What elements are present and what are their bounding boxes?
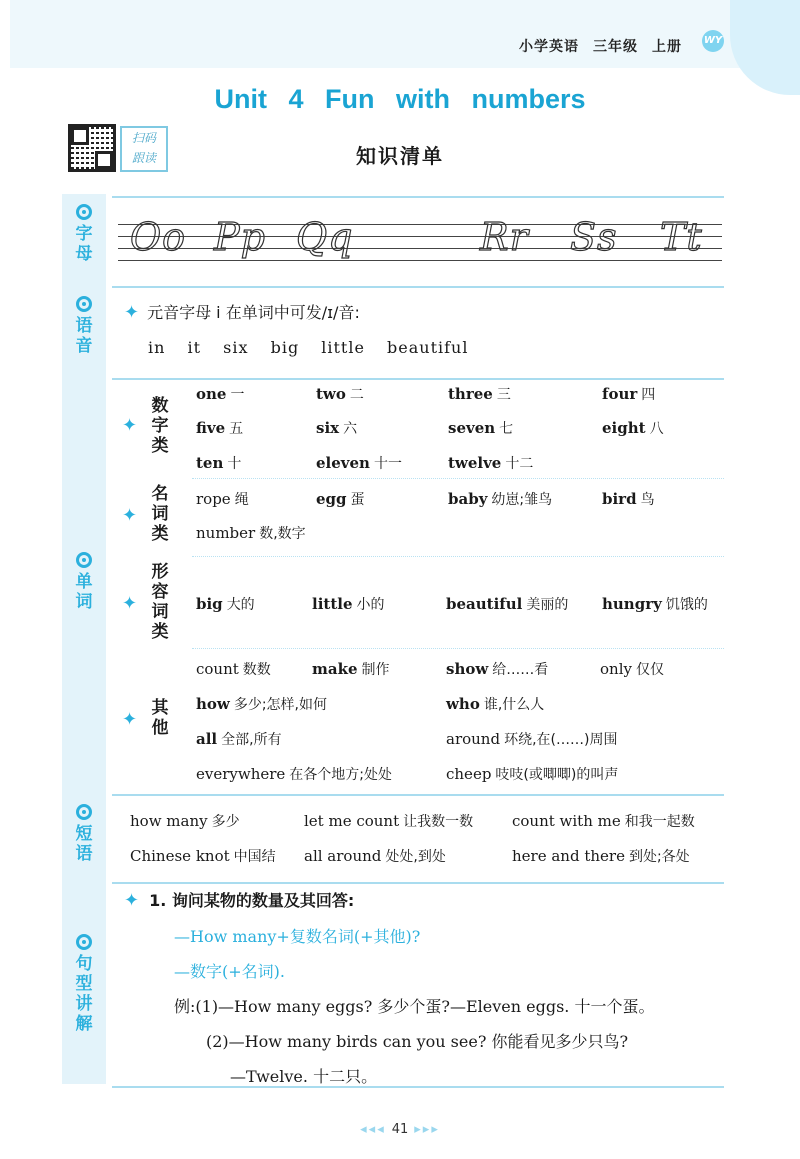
star-icon: ✦ bbox=[122, 415, 138, 436]
word-item: four 四 bbox=[602, 385, 656, 403]
word-item: around 环绕,在(……)周围 bbox=[446, 730, 618, 748]
sentence-pattern: —How many+复数名词(+其他)? bbox=[174, 927, 421, 946]
word-item: one 一 bbox=[196, 385, 245, 403]
word-item: eight 八 bbox=[602, 419, 664, 437]
phrase-item: all around 处处,到处 bbox=[304, 847, 446, 865]
example-sentence: 例:(1)—How many eggs? 多少个蛋?—Eleven eggs. 十一个蛋。 bbox=[174, 997, 655, 1016]
word-item: little 小的 bbox=[312, 595, 385, 613]
word-item: all 全部,所有 bbox=[196, 730, 282, 748]
header-decoration bbox=[730, 0, 800, 95]
divider bbox=[192, 556, 724, 557]
divider bbox=[112, 378, 724, 380]
star-icon: ✦ bbox=[122, 505, 138, 526]
word-item: who 谁,什么人 bbox=[446, 695, 545, 713]
example-answer: —Twelve. 十二只。 bbox=[230, 1067, 378, 1086]
category-numbers: 数字类 bbox=[151, 396, 169, 456]
target-icon bbox=[76, 804, 92, 820]
guide-line bbox=[118, 260, 722, 261]
word-item: everywhere 在各个地方;处处 bbox=[196, 765, 393, 783]
divider bbox=[112, 196, 724, 198]
word-item: rope 绳 bbox=[196, 490, 249, 508]
header-book-info bbox=[505, 36, 682, 56]
word-item: cheep 吱吱(或唧唧)的叫声 bbox=[446, 765, 619, 783]
sidebar-label-phrases: 短语 bbox=[62, 804, 106, 864]
divider bbox=[112, 286, 724, 288]
phrase-item: here and there 到处;各处 bbox=[512, 847, 690, 865]
category-adjectives: 形容词类 bbox=[151, 562, 169, 642]
sidebar-label-phonics: 语音 bbox=[62, 296, 106, 356]
target-icon bbox=[76, 204, 92, 220]
right-arrows-icon: ▸▸▸ bbox=[414, 1122, 440, 1137]
category-nouns: 名词类 bbox=[151, 484, 169, 544]
header-band bbox=[10, 0, 800, 68]
word-item: show 给……看 bbox=[446, 660, 549, 678]
target-icon bbox=[76, 934, 92, 950]
page-footer bbox=[0, 1122, 800, 1137]
guide-line bbox=[118, 248, 722, 249]
header-subject: 小学英语 bbox=[519, 39, 579, 55]
sentence-section-title: ✦ 1. 询问某物的数量及其回答: bbox=[124, 890, 355, 911]
word-item: egg 蛋 bbox=[316, 490, 365, 508]
word-item: seven 七 bbox=[448, 419, 514, 437]
divider bbox=[112, 794, 724, 796]
word-item: number 数,数字 bbox=[196, 524, 306, 542]
word-item: count 数数 bbox=[196, 660, 271, 678]
letter-pair: Oo bbox=[130, 215, 187, 259]
divider bbox=[112, 1086, 724, 1088]
star-icon: ✦ bbox=[122, 709, 138, 730]
letter-pair: Tt bbox=[660, 215, 703, 259]
word-item: three 三 bbox=[448, 385, 511, 403]
word-item: eleven 十一 bbox=[316, 454, 402, 472]
letter-pair: Qq bbox=[296, 215, 354, 259]
star-icon: ✦ bbox=[122, 593, 138, 614]
star-icon: ✦ bbox=[124, 302, 140, 323]
sentence-pattern: —数字(+名词). bbox=[174, 962, 285, 981]
word-item: twelve 十二 bbox=[448, 454, 534, 472]
word-item: big 大的 bbox=[196, 595, 255, 613]
word-item: make 制作 bbox=[312, 660, 390, 678]
word-item: baby 幼崽;雏鸟 bbox=[448, 490, 553, 508]
divider bbox=[192, 648, 724, 649]
publisher-badge: WY bbox=[702, 30, 724, 52]
page-number: 41 bbox=[391, 1122, 409, 1137]
phrase-item: let me count 让我数一数 bbox=[304, 812, 474, 830]
letter-writing-lines bbox=[118, 210, 722, 272]
sidebar-label-letters: 字母 bbox=[62, 204, 106, 264]
word-item: six 六 bbox=[316, 419, 358, 437]
word-item: hungry 饥饿的 bbox=[602, 595, 708, 613]
target-icon bbox=[76, 552, 92, 568]
left-arrows-icon: ◂◂◂ bbox=[360, 1122, 386, 1137]
example-sentence: (2)—How many birds can you see? 你能看见多少只鸟? bbox=[206, 1032, 629, 1051]
word-item: how 多少;怎样,如何 bbox=[196, 695, 327, 713]
divider bbox=[112, 882, 724, 884]
word-item: beautiful 美丽的 bbox=[446, 595, 569, 613]
phrase-item: Chinese knot 中国结 bbox=[130, 847, 276, 865]
header-grade: 三年级 bbox=[593, 39, 638, 55]
scan-line-1: 扫码 bbox=[131, 131, 156, 145]
phrase-item: how many 多少 bbox=[130, 812, 240, 830]
word-item: two 二 bbox=[316, 385, 364, 403]
unit-title: Unit 4 Fun with numbers bbox=[214, 84, 586, 114]
guide-line bbox=[118, 224, 722, 225]
phonics-words: in it six big little beautiful bbox=[148, 338, 469, 357]
phrase-item: count with me 和我一起数 bbox=[512, 812, 695, 830]
guide-line bbox=[118, 236, 722, 237]
word-item: five 五 bbox=[196, 419, 244, 437]
sidebar-label-words: 单词 bbox=[62, 552, 106, 612]
letter-pair: Rr bbox=[480, 215, 529, 259]
star-icon: ✦ bbox=[124, 890, 140, 911]
sidebar-label-sentences: 句型讲解 bbox=[62, 934, 106, 1034]
word-item: ten 十 bbox=[196, 454, 242, 472]
phonics-title: ✦ 元音字母 i 在单词中可发/ɪ/音: bbox=[124, 302, 360, 323]
target-icon bbox=[76, 296, 92, 312]
scan-line-2: 跟读 bbox=[131, 151, 156, 165]
word-item: only 仅仅 bbox=[600, 660, 664, 678]
header-volume: 上册 bbox=[652, 39, 682, 55]
divider bbox=[192, 478, 724, 479]
word-item: bird 鸟 bbox=[602, 490, 655, 508]
letter-pair: Ss bbox=[570, 215, 618, 259]
letter-pair: Pp bbox=[214, 215, 266, 259]
section-title: 知识清单 bbox=[356, 144, 444, 168]
category-others: 其他 bbox=[151, 698, 169, 738]
